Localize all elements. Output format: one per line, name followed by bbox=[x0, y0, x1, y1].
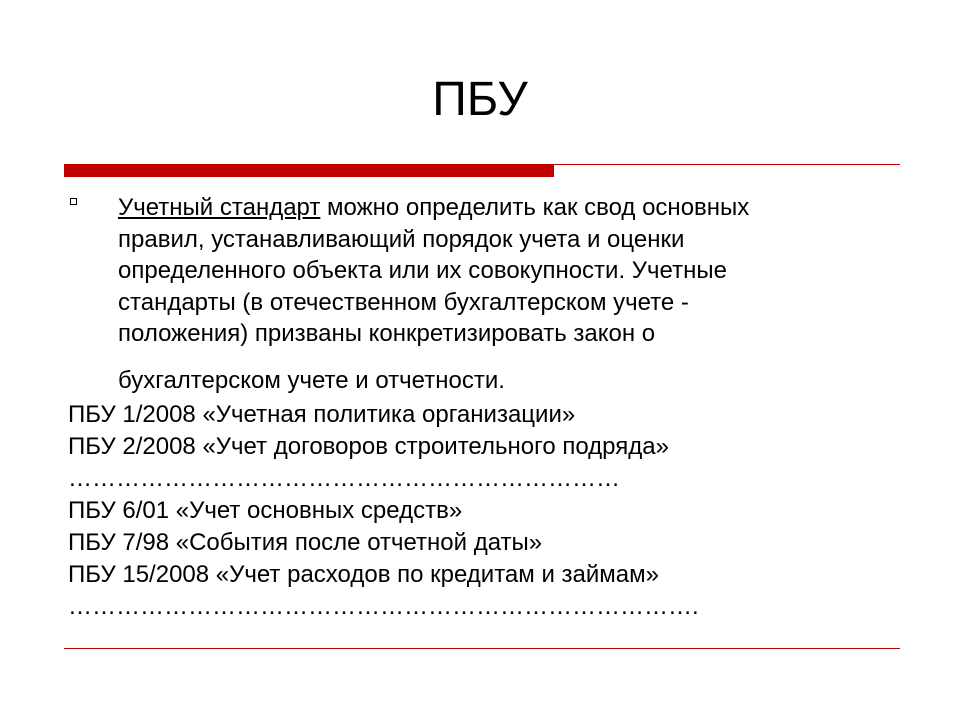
list-item: ПБУ 2/2008 «Учет договоров строительного подряда» bbox=[68, 433, 669, 460]
slide-title: ПБУ bbox=[432, 73, 528, 127]
bottom-rule bbox=[64, 648, 900, 649]
list-item: ПБУ 1/2008 «Учетная политика организации» bbox=[68, 401, 576, 428]
paragraph-line-3: определенного объекта или их совокупности. Учетные bbox=[118, 257, 727, 284]
paragraph-line-1 bbox=[118, 192, 858, 224]
paragraph-line-2: правил, устанавливающий порядок учета и оценки bbox=[118, 225, 685, 253]
paragraph-line-6: бухгалтерском учете и отчетности. bbox=[118, 367, 505, 394]
list-item: ПБУ 7/98 «События после отчетной даты» bbox=[68, 529, 543, 556]
title-underline-thin bbox=[554, 164, 900, 165]
standards-list bbox=[68, 399, 898, 623]
title-underline-thick bbox=[64, 164, 554, 177]
paragraph-line-1-rest: можно определить как свод основных bbox=[320, 194, 750, 221]
definition-paragraph bbox=[118, 192, 858, 350]
square-bullet-icon bbox=[70, 198, 77, 205]
paragraph-line-5: положения) призваны конкретизировать закон о bbox=[118, 320, 656, 347]
list-ellipsis: ……………………………………………………………………. bbox=[68, 593, 699, 620]
list-item: ПБУ 15/2008 «Учет расходов по кредитам и займам» bbox=[68, 561, 659, 588]
list-ellipsis: …………………………………………………………… bbox=[68, 465, 620, 492]
defined-term: Учетный стандарт bbox=[118, 194, 321, 221]
list-item: ПБУ 6/01 «Учет основных средств» bbox=[68, 497, 463, 524]
paragraph-line-4: стандарты (в отечественном бухгалтерском учете - bbox=[118, 288, 689, 316]
